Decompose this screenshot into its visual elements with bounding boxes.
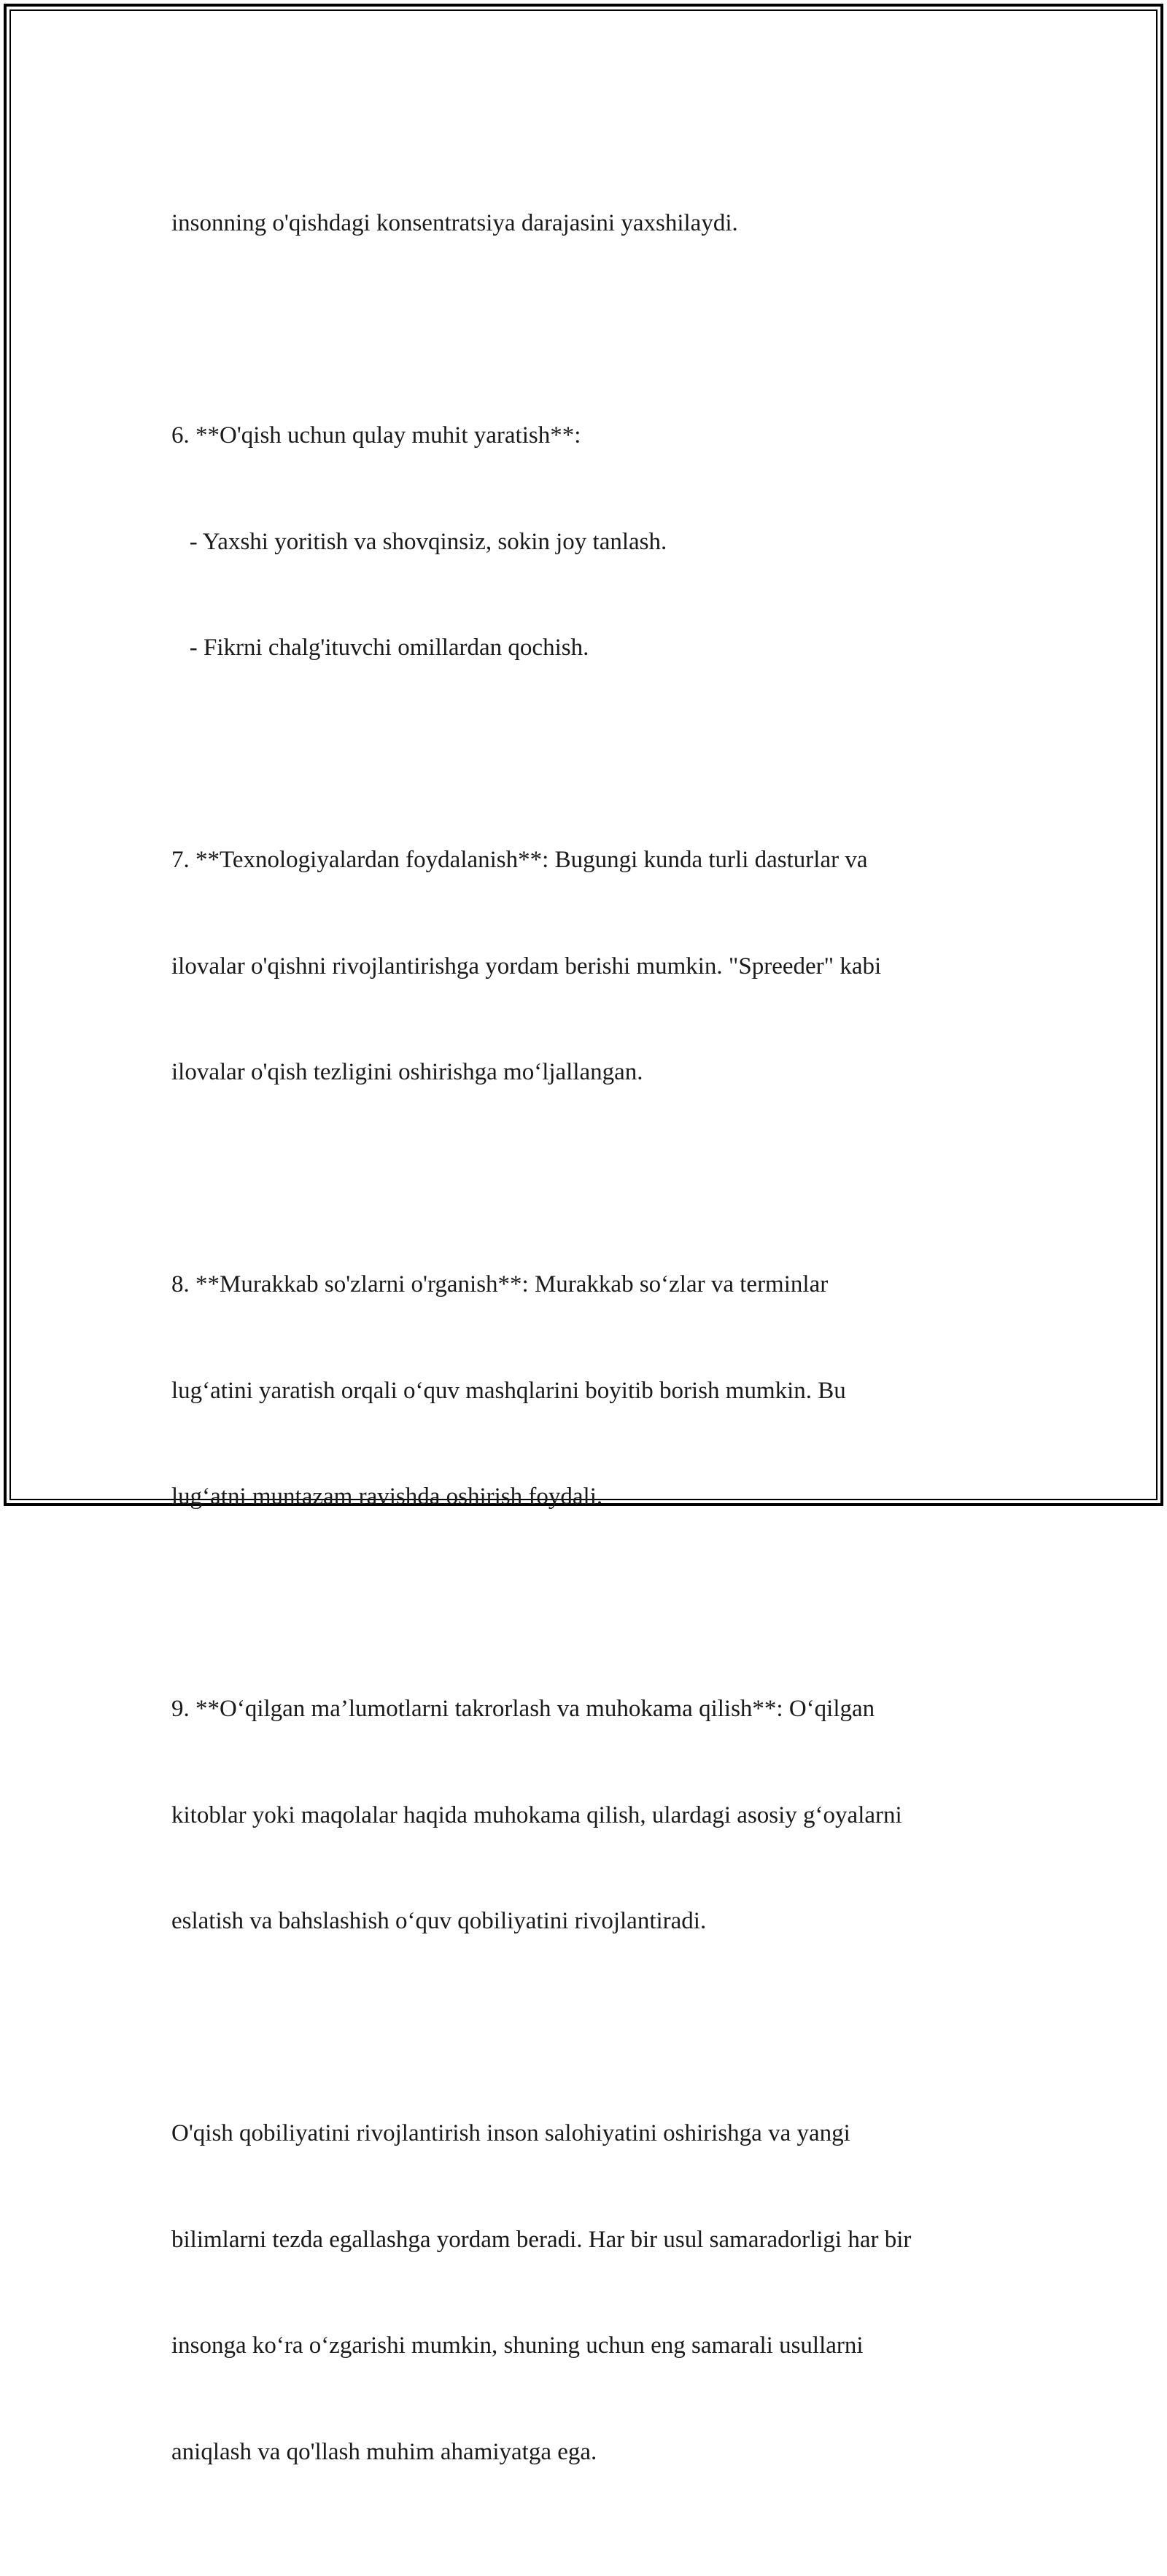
paragraph-conclusion xyxy=(171,2045,1032,2540)
text-line: 9. **O‘qilgan ma’lumotlarni takrorlash va muhokama qilish**: O‘qilgan xyxy=(171,1696,875,1722)
text-line: ilovalar o'qish tezligini oshirishga mo‘ljallangan. xyxy=(171,1059,643,1085)
text-line: kitoblar yoki maqolalar haqida muhokama qilish, ulardagi asosiy g‘oyalarni xyxy=(171,1801,902,1828)
paragraph-item-6 xyxy=(171,347,1032,737)
paragraph-item-7 xyxy=(171,772,1032,1161)
text-line: 8. **Murakkab so'zlarni o'rganish**: Murakkab so‘zlar va terminlar xyxy=(171,1271,829,1297)
text-line: lug‘atini yaratish orqali o‘quv mashqlarini boyitib borish mumkin. Bu xyxy=(171,1377,846,1404)
text-line: ilovalar o'qishni rivojlantirishga yordam berishi mumkin. "Spreeder" kabi xyxy=(171,953,882,979)
text-line: insonning o'qishdagi konsentratsiya darajasini yaxshilaydi. xyxy=(171,210,738,236)
text-line: eslatish va bahslashish o‘quv qobiliyatini rivojlantiradi. xyxy=(171,1908,707,1934)
text-line: aniqlash va qo'llash muhim ahamiyatga ega. xyxy=(171,2438,597,2465)
document-body xyxy=(171,135,1032,2576)
text-line: bilimlarni tezda egallashga yordam beradi. Har bir usul samaradorligi har bir xyxy=(171,2226,912,2253)
text-line: O'qish qobiliyatini rivojlantirish inson salohiyatini oshirishga va yangi xyxy=(171,2120,850,2146)
text-line: lug‘atni muntazam ravishda oshirish foydali. xyxy=(171,1483,603,1510)
paragraph-item-9 xyxy=(171,1621,1032,2010)
text-line: 6. **O'qish uchun qulay muhit yaratish**: xyxy=(171,422,581,449)
paragraph-continuation xyxy=(171,135,1032,312)
text-line: - Yaxshi yoritish va shovqinsiz, sokin joy tanlash. xyxy=(171,528,667,555)
paragraph-item-8 xyxy=(171,1196,1032,1586)
text-line: 7. **Texnologiyalardan foydalanish**: Bugungi kunda turli dasturlar va xyxy=(171,847,868,873)
text-line: insonga ko‘ra o‘zgarishi mumkin, shuning uchun eng samarali usullarni xyxy=(171,2332,864,2359)
text-line: - Fikrni chalg'ituvchi omillardan qochish. xyxy=(171,635,589,661)
